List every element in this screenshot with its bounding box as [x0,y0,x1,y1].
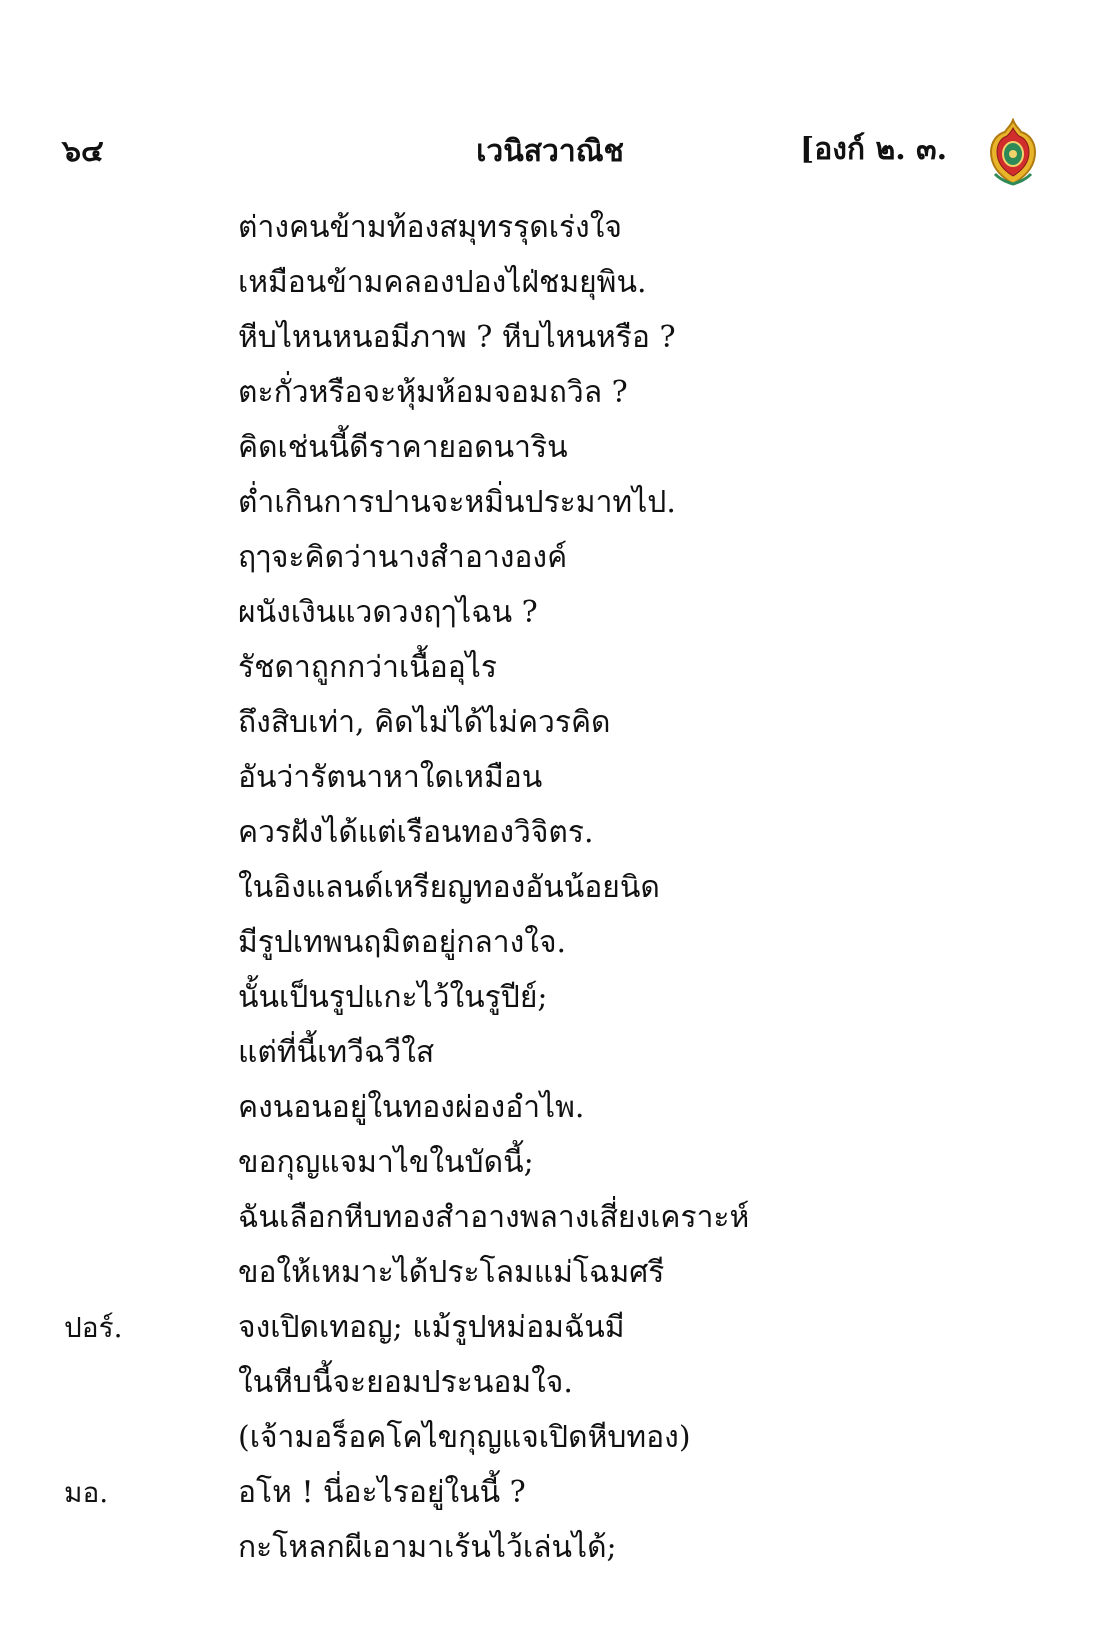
verse-line [0,695,1100,750]
verse-text: ขอให้เหมาะได้ประโลมแม่โฉมศรี [238,1255,665,1290]
verse-line [0,1080,1100,1135]
verse-line [0,585,1100,640]
verse-text: จงเปิดเทอญ; แม้รูปหม่อมฉันมี [238,1310,625,1345]
verse-text: แต่ที่นี้เทวีฉวีใส [238,1035,435,1070]
verse-line [0,1135,1100,1190]
verse-text: ถึงสิบเท่า, คิดไม่ได้ไม่ควรคิด [238,705,611,740]
verse-line [0,475,1100,530]
play-text [0,200,1100,1575]
verse-text: ต่ำเกินการปานจะหมิ่นประมาทไป. [238,485,676,520]
verse-text: รัชดาถูกกว่าเนื้ออุไร [238,650,497,685]
verse-line [0,530,1100,585]
stage-direction-text: (เจ้ามอร็อคโคไขกุญแจเปิดหีบทอง) [238,1420,691,1455]
verse-text: ตะกั่วหรือจะหุ้มห้อมจอมถวิล ? [238,375,628,410]
verse-line [0,310,1100,365]
act-reference: [องก์ ๒. ๓. [800,132,948,167]
verse-line [0,640,1100,695]
page-header [0,118,1100,178]
verse-line [0,1025,1100,1080]
verse-text: นั้นเป็นรูปแกะไว้ในรูปีย์; [238,980,548,1015]
verse-text: คิดเช่นนี้ดีราคายอดนาริน [238,430,568,465]
verse-line [0,255,1100,310]
verse-text: คงนอนอยู่ในทองผ่องอำไพ. [238,1090,585,1125]
verse-line [0,860,1100,915]
royal-crest-emblem-icon [985,118,1041,188]
verse-line [0,750,1100,805]
verse-text: หีบไหนหนอมีภาพ ? หีบไหนหรือ ? [238,320,676,355]
verse-text: มีรูปเทพนฤมิตอยู่กลางใจ. [238,925,567,960]
verse-line [0,1300,1100,1355]
verse-text: กะโหลกผีเอามาเร้นไว้เล่นได้; [238,1530,617,1565]
verse-line [0,1520,1100,1575]
verse-line [0,1465,1100,1520]
verse-text: อันว่ารัตนาหาใดเหมือน [238,760,543,795]
running-title: เวนิสวาณิช [476,134,624,169]
verse-line [0,420,1100,475]
verse-line [0,970,1100,1025]
verse-text: ฉันเลือกหีบทองสำอางพลางเสี่ยงเคราะห์ [238,1200,750,1235]
verse-text: ต่างคนข้ามท้องสมุทรรุดเร่งใจ [238,210,622,245]
verse-line [0,805,1100,860]
verse-text: ฤๅจะคิดว่านางสำอางองค์ [238,540,568,575]
speaker-label: ปอร์. [64,1311,123,1344]
verse-line [0,1355,1100,1410]
verse-line [0,365,1100,420]
stage-direction [0,1410,1100,1465]
verse-line [0,1245,1100,1300]
verse-line [0,200,1100,255]
verse-text: ผนังเงินแวดวงฤๅไฉน ? [238,595,538,630]
verse-line [0,915,1100,970]
verse-text: ในหีบนี้จะยอมประนอมใจ. [238,1365,573,1400]
verse-text: อโห ! นี่อะไรอยู่ในนี้ ? [238,1475,526,1510]
page-number: ๖๔ [62,134,104,169]
speaker-label: มอ. [64,1476,109,1509]
verse-text: ควรฝังได้แต่เรือนทองวิจิตร. [238,815,594,850]
verse-line [0,1190,1100,1245]
verse-text: ขอกุญแจมาไขในบัดนี้; [238,1145,534,1180]
verse-text: ในอิงแลนด์เหรียญทองอันน้อยนิด [238,870,660,905]
verse-text: เหมือนข้ามคลองปองไฝ่ชมยุพิน. [238,265,647,300]
